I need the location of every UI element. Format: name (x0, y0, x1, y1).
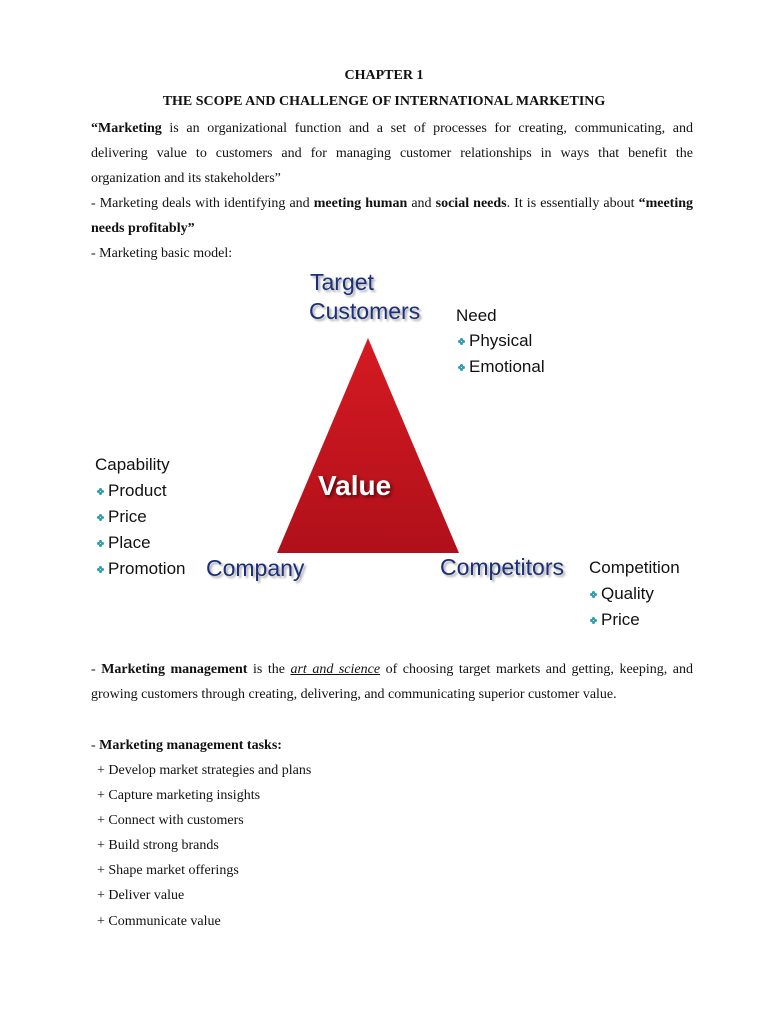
diamond-bullet-icon (458, 364, 465, 371)
capability-heading: Capability (95, 455, 170, 474)
capability-item-label: Promotion (108, 559, 186, 578)
tasks-heading (91, 733, 282, 758)
mm-term: Marketing management (101, 662, 248, 677)
diamond-bullet-icon (458, 338, 465, 345)
capability-item-product (97, 481, 167, 501)
marketing-definition (91, 116, 693, 191)
capability-item-label: Product (108, 481, 167, 500)
task-item: + Shape market offerings (97, 863, 239, 878)
marketing-deals-paragraph (91, 191, 693, 241)
capability-item-price (97, 507, 147, 527)
competition-item-label: Price (601, 610, 640, 629)
marketing-model-diagram (0, 265, 768, 640)
triangle-shape (277, 338, 459, 553)
chapter-title: THE SCOPE AND CHALLENGE OF INTERNATIONAL MARKETING (162, 94, 606, 109)
task-item: + Develop market strategies and plans (97, 763, 312, 778)
need-item-physical (458, 331, 532, 351)
diamond-bullet-icon (590, 591, 597, 598)
capability-item-place (97, 533, 151, 553)
need-item-label: Physical (469, 331, 533, 350)
capability-item-promotion (97, 559, 185, 579)
mm-dash: - (91, 662, 102, 677)
deals-text-2: and (407, 196, 436, 211)
task-item: + Communicate value (97, 914, 221, 929)
competition-heading: Competition (589, 558, 680, 577)
competition-item-price (590, 610, 640, 630)
target-label-line1: Target (310, 269, 374, 295)
diamond-bullet-icon (97, 566, 104, 573)
tasks-dash: - (91, 738, 100, 753)
competition-item-quality (590, 584, 654, 604)
task-item: + Connect with customers (97, 813, 244, 828)
chapter-number: CHAPTER 1 (344, 68, 424, 83)
competitors-label: Competitors (440, 554, 564, 580)
deals-bold-human: meeting human (313, 196, 408, 211)
need-item-label: Emotional (469, 357, 545, 376)
mm-text-2: of choosing target markets and getting, keeping, and growing customers through creating, delivering, and communicating superior customer value. (91, 662, 693, 702)
diamond-bullet-icon (590, 617, 597, 624)
diamond-bullet-icon (97, 514, 104, 521)
definition-term: “Marketing (91, 121, 162, 136)
model-intro: - Marketing basic model: (91, 246, 233, 261)
task-item: + Build strong brands (97, 838, 219, 853)
tasks-heading-text: Marketing management tasks: (99, 738, 282, 753)
deals-text-3: . It is essentially about (506, 196, 639, 211)
diamond-bullet-icon (97, 540, 104, 547)
deals-bold-social: social needs (435, 196, 507, 211)
capability-item-label: Place (108, 533, 151, 552)
mm-art-and-science: art and science (290, 662, 381, 677)
mm-text-1: is the (247, 662, 291, 677)
company-label: Company (206, 555, 305, 581)
task-item: + Deliver value (97, 888, 185, 903)
need-item-emotional (458, 357, 545, 377)
task-item: + Capture marketing insights (97, 788, 261, 803)
target-label-line2: Customers (309, 298, 421, 324)
deals-bold-profitably: “meeting needs profitably” (91, 196, 694, 236)
capability-item-label: Price (108, 507, 147, 526)
marketing-management-paragraph (91, 657, 693, 707)
need-heading: Need (456, 306, 497, 325)
deals-text-1: - Marketing deals with identifying and (91, 196, 314, 211)
value-label: Value (318, 470, 392, 501)
competition-item-label: Quality (601, 584, 654, 603)
definition-text: is an organizational function and a set of processes for creating, communicating, and delivering value to customers and for managing customer relationships in ways that benefit the organization and its stakeholders” (91, 121, 693, 186)
diamond-bullet-icon (97, 488, 104, 495)
